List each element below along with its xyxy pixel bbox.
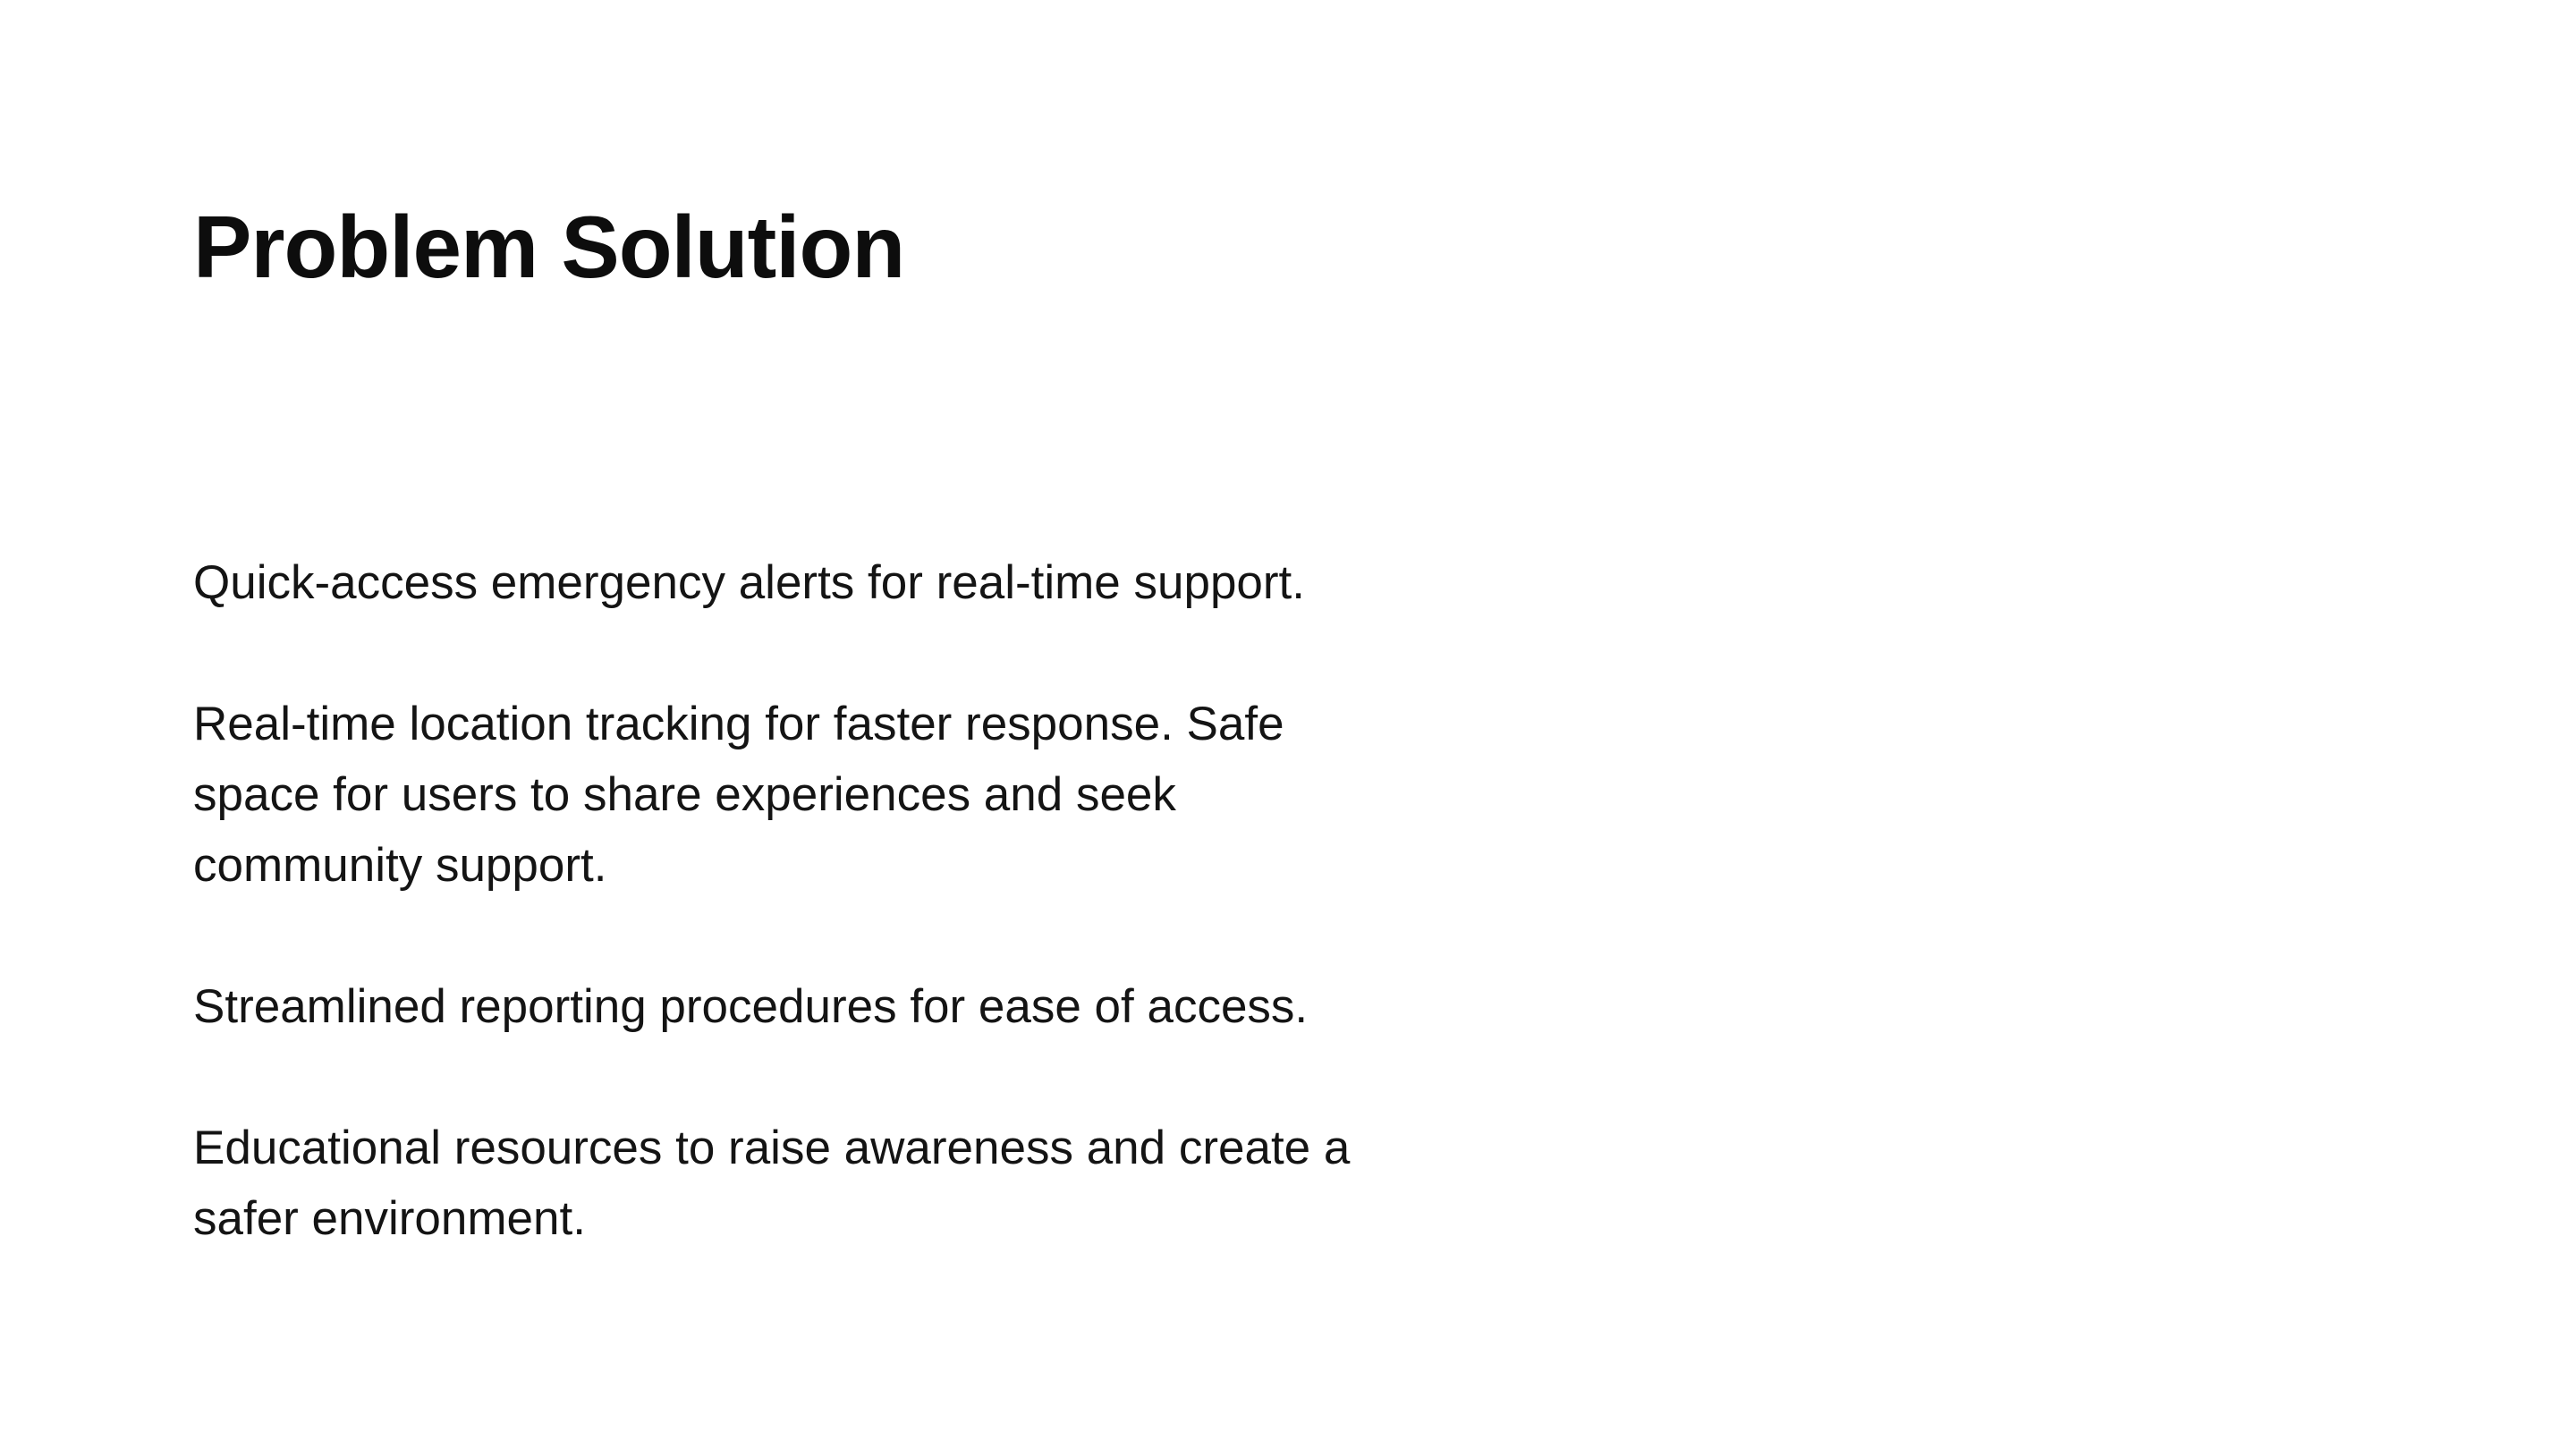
body-paragraph-location-tracking: Real-time location tracking for faster response. Safe space for users to share experiences and seek community support. [193, 698, 1284, 892]
body-paragraph-reporting: Streamlined reporting procedures for ease of access. [193, 980, 1309, 1033]
slide-title: Problem Solution [193, 198, 905, 296]
body-paragraph-emergency-alerts: Quick-access emergency alerts for real-time support. [193, 556, 1305, 609]
body-paragraph-education: Educational resources to raise awareness and create a safer environment. [193, 1122, 1351, 1245]
slide-body [193, 547, 1410, 1254]
